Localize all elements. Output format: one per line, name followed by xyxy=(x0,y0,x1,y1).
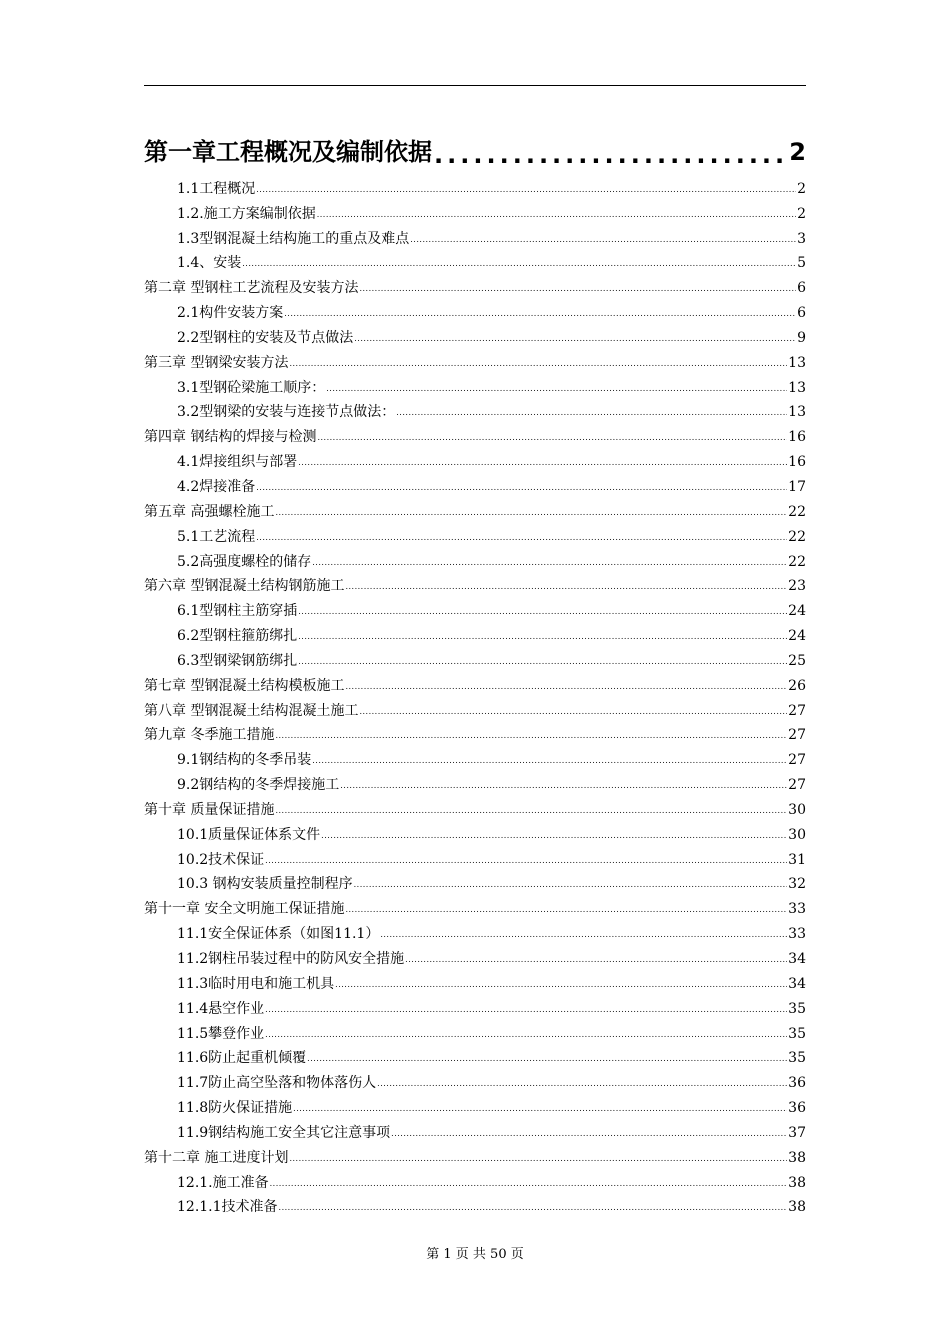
toc-dot-leader xyxy=(317,209,796,221)
toc-entry-title: 12.1.1技术准备 xyxy=(177,1199,278,1216)
toc-entry-title: 9.2钢结构的冬季焊接施工 xyxy=(177,777,340,794)
toc-dot-leader xyxy=(256,184,796,196)
toc-section-entry[interactable] xyxy=(144,199,806,224)
toc-chapter-entry[interactable] xyxy=(144,721,806,746)
toc-entry-title: 第七章 型钢混凝土结构模板施工 xyxy=(144,677,345,694)
toc-section-entry[interactable] xyxy=(144,298,806,323)
toc-entry-title: 第三章 型钢梁安装方法 xyxy=(144,354,289,371)
toc-entry-title: 4.1焊接组织与部署 xyxy=(177,454,298,471)
toc-chapter-entry[interactable] xyxy=(144,348,806,373)
toc-section-entry[interactable] xyxy=(144,969,806,994)
toc-dot-leader xyxy=(270,1178,788,1190)
toc-page-number: 27 xyxy=(788,727,806,744)
toc-entry-title: 10.1质量保证体系文件 xyxy=(177,826,321,843)
toc-title-text: 第一章工程概况及编制依据 xyxy=(144,138,432,166)
toc-section-entry[interactable] xyxy=(144,944,806,969)
toc-page-number: 27 xyxy=(788,702,806,719)
toc-dot-leader xyxy=(298,606,787,618)
toc-page-number: 3 xyxy=(797,230,806,247)
toc-chapter-entry[interactable] xyxy=(144,795,806,820)
toc-page-number: 36 xyxy=(788,1100,806,1117)
toc-section-entry[interactable] xyxy=(144,820,806,845)
toc-page-number: 2 xyxy=(797,205,806,222)
toc-entry-title: 11.4悬空作业 xyxy=(177,1000,265,1017)
toc-dot-leader xyxy=(242,258,796,270)
toc-dot-leader xyxy=(265,1029,787,1041)
toc-entry-title: 6.3型钢梁钢筋绑扎 xyxy=(177,652,298,669)
toc-page-number: 32 xyxy=(788,876,806,893)
toc-section-entry[interactable] xyxy=(144,919,806,944)
toc-chapter-entry[interactable] xyxy=(144,894,806,919)
toc-page-number: 34 xyxy=(788,975,806,992)
toc-entry-title: 10.2技术保证 xyxy=(177,851,265,868)
toc-section-entry[interactable] xyxy=(144,1068,806,1093)
toc-dot-leader xyxy=(359,706,787,718)
toc-dot-leader xyxy=(396,407,787,419)
toc-entry-title: 10.3 钢构安装质量控制程序 xyxy=(177,876,353,893)
toc-dot-leader xyxy=(345,581,787,593)
toc-section-entry[interactable] xyxy=(144,447,806,472)
toc-page-number: 22 xyxy=(788,503,806,520)
toc-entry-title: 12.1.施工准备 xyxy=(177,1174,269,1191)
toc-entry-title: 第十章 质量保证措施 xyxy=(144,801,275,818)
toc-dot-leader xyxy=(380,929,787,941)
toc-dot-leader xyxy=(289,358,787,370)
toc-page-number: 27 xyxy=(788,777,806,794)
toc-dot-leader xyxy=(317,432,787,444)
toc-entry-title: 第八章 型钢混凝土结构混凝土施工 xyxy=(144,702,359,719)
toc-section-entry[interactable] xyxy=(144,249,806,274)
toc-entry-title: 第二章 型钢柱工艺流程及安装方法 xyxy=(144,280,359,297)
toc-section-entry[interactable] xyxy=(144,472,806,497)
toc-entry-title: 11.5攀登作业 xyxy=(177,1025,265,1042)
toc-dot-leader xyxy=(284,308,796,320)
toc-entry-title: 1.2.施工方案编制依据 xyxy=(177,205,316,222)
toc-section-entry[interactable] xyxy=(144,398,806,423)
toc-dot-leader xyxy=(321,830,787,842)
toc-page-number: 31 xyxy=(788,851,806,868)
toc-dot-leader xyxy=(335,979,787,991)
toc-dot-leader xyxy=(256,482,787,494)
toc-dot-leader xyxy=(279,1202,788,1214)
toc-entry-title: 1.1工程概况 xyxy=(177,180,256,197)
toc-dot-leader xyxy=(345,681,787,693)
toc-section-entry[interactable] xyxy=(144,646,806,671)
toc-chapter-entry[interactable] xyxy=(144,422,806,447)
toc-page-number: 6 xyxy=(797,280,806,297)
toc-page-number: 38 xyxy=(788,1149,806,1166)
toc-dot-leader xyxy=(298,656,787,668)
toc-dot-leader xyxy=(289,1153,787,1165)
toc-section-entry[interactable] xyxy=(144,596,806,621)
toc-page-number: 37 xyxy=(788,1124,806,1141)
toc-page-number: 23 xyxy=(788,578,806,595)
toc-dot-leader xyxy=(377,1078,787,1090)
toc-entry-title: 3.2型钢梁的安装与连接节点做法： xyxy=(177,404,396,421)
toc-section-entry[interactable] xyxy=(144,770,806,795)
toc-dot-leader xyxy=(275,730,787,742)
toc-section-entry[interactable] xyxy=(144,522,806,547)
toc-chapter-entry[interactable] xyxy=(144,572,806,597)
toc-section-entry[interactable] xyxy=(144,174,806,199)
toc-page-number: 30 xyxy=(788,801,806,818)
toc-list xyxy=(144,174,806,1217)
toc-page-number: 35 xyxy=(788,1025,806,1042)
toc-entry-title: 1.4、安装 xyxy=(177,255,242,272)
toc-section-entry[interactable] xyxy=(144,1168,806,1193)
toc-chapter-entry[interactable] xyxy=(144,671,806,696)
toc-entry-title: 第十一章 安全文明施工保证措施 xyxy=(144,901,345,918)
toc-entry-title: 第四章 钢结构的焊接与检测 xyxy=(144,429,317,446)
toc-section-entry[interactable] xyxy=(144,845,806,870)
toc-entry-title: 4.2焊接准备 xyxy=(177,478,256,495)
toc-page-number: 9 xyxy=(797,329,806,346)
toc-section-entry[interactable] xyxy=(144,1019,806,1044)
toc-chapter-entry[interactable] xyxy=(144,1143,806,1168)
toc-dot-leader xyxy=(340,780,787,792)
toc-dot-leader xyxy=(265,855,787,867)
toc-dot-leader xyxy=(307,1053,787,1065)
toc-title-entry[interactable] xyxy=(144,134,806,170)
toc-section-entry[interactable] xyxy=(144,1193,806,1218)
toc-chapter-entry[interactable] xyxy=(144,497,806,522)
toc-dot-leader xyxy=(298,457,787,469)
toc-section-entry[interactable] xyxy=(144,621,806,646)
toc-page-number: 5 xyxy=(797,255,806,272)
toc-page-number: 38 xyxy=(788,1199,806,1216)
page-footer: 第 1 页 共 50 页 xyxy=(426,1247,524,1262)
toc-section-entry[interactable] xyxy=(144,224,806,249)
toc-entry-title: 11.6防止起重机倾覆 xyxy=(177,1050,307,1067)
toc-dot-leader xyxy=(293,1103,787,1115)
toc-dot-leader xyxy=(326,383,787,395)
toc-dot-leader xyxy=(391,1128,787,1140)
toc-entry-title: 9.1钢结构的冬季吊装 xyxy=(177,752,312,769)
toc-entry-title: 6.2型钢柱箍筋绑扎 xyxy=(177,628,298,645)
toc-title-leader xyxy=(434,140,787,170)
toc-dot-leader xyxy=(405,954,787,966)
toc-dot-leader xyxy=(345,904,787,916)
toc-dot-leader xyxy=(256,532,787,544)
toc-entry-title: 11.1安全保证体系（如图11.1） xyxy=(177,926,380,943)
toc-chapter-entry[interactable] xyxy=(144,696,806,721)
toc-page-number: 35 xyxy=(788,1050,806,1067)
toc-page-number: 6 xyxy=(797,305,806,322)
toc-page-number: 13 xyxy=(788,354,806,371)
toc-entry-title: 5.1工艺流程 xyxy=(177,528,256,545)
toc-entry-title: 1.3型钢混凝土结构施工的重点及难点 xyxy=(177,230,410,247)
toc-dot-leader xyxy=(354,333,796,345)
toc-section-entry[interactable] xyxy=(144,994,806,1019)
toc-entry-title: 2.2型钢柱的安装及节点做法 xyxy=(177,329,354,346)
toc-dot-leader xyxy=(265,1004,787,1016)
toc-section-entry[interactable] xyxy=(144,870,806,895)
toc-dot-leader xyxy=(354,879,788,891)
toc-page-number: 33 xyxy=(788,926,806,943)
toc-chapter-entry[interactable] xyxy=(144,273,806,298)
toc-title-page: 2 xyxy=(789,138,806,166)
toc-entry-title: 11.9钢结构施工安全其它注意事项 xyxy=(177,1124,391,1141)
toc-section-entry[interactable] xyxy=(144,323,806,348)
toc-entry-title: 11.7防止高空坠落和物体落伤人 xyxy=(177,1075,377,1092)
toc-page-number: 30 xyxy=(788,826,806,843)
toc-page-number: 34 xyxy=(788,951,806,967)
toc-entry-title: 3.1型钢砼梁施工顺序： xyxy=(177,379,326,396)
toc-page-number: 27 xyxy=(788,752,806,769)
toc-section-entry[interactable] xyxy=(144,1118,806,1143)
toc-page-number: 13 xyxy=(788,379,806,396)
toc-page-number: 24 xyxy=(788,603,806,620)
toc-entry-title: 11.2钢柱吊装过程中的防风安全措施 xyxy=(177,951,405,967)
toc-dot-leader xyxy=(312,557,787,569)
toc-entry-title: 第九章 冬季施工措施 xyxy=(144,727,275,744)
toc-page-number: 13 xyxy=(788,404,806,421)
toc-page-number: 17 xyxy=(788,478,806,495)
toc-dot-leader xyxy=(275,805,787,817)
toc-page-number: 25 xyxy=(788,652,806,669)
toc-entry-title: 11.8防火保证措施 xyxy=(177,1100,293,1117)
toc-page-number: 33 xyxy=(788,901,806,918)
toc-section-entry[interactable] xyxy=(144,1044,806,1069)
toc-page-number: 26 xyxy=(788,677,806,694)
toc-page-number: 38 xyxy=(788,1174,806,1191)
toc-page-number: 36 xyxy=(788,1075,806,1092)
toc-entry-title: 6.1型钢柱主筋穿插 xyxy=(177,603,298,620)
toc-page-number: 16 xyxy=(788,454,806,471)
toc-entry-title: 2.1构件安装方案 xyxy=(177,305,284,322)
toc-page-number: 22 xyxy=(788,528,806,545)
toc-entry-title: 11.3临时用电和施工机具 xyxy=(177,975,335,992)
toc-page-number: 22 xyxy=(788,553,806,570)
toc-page-number: 16 xyxy=(788,429,806,446)
toc-entry-title: 5.2高强度螺栓的储存 xyxy=(177,553,312,570)
header-rule xyxy=(144,85,806,86)
toc-entry-title: 第五章 高强螺栓施工 xyxy=(144,503,275,520)
toc-dot-leader xyxy=(298,631,787,643)
toc-section-entry[interactable] xyxy=(144,745,806,770)
toc-entry-title: 第六章 型钢混凝土结构钢筋施工 xyxy=(144,578,345,595)
toc-entry-title: 第十二章 施工进度计划 xyxy=(144,1149,289,1166)
toc-page-number: 2 xyxy=(797,180,806,197)
toc-page-number: 35 xyxy=(788,1000,806,1017)
toc-section-entry[interactable] xyxy=(144,1093,806,1118)
toc-dot-leader xyxy=(312,755,787,767)
toc-section-entry[interactable] xyxy=(144,547,806,572)
toc-dot-leader xyxy=(359,283,796,295)
toc-dot-leader xyxy=(275,507,787,519)
toc-page-number: 24 xyxy=(788,628,806,645)
toc-dot-leader xyxy=(410,234,796,246)
toc-section-entry[interactable] xyxy=(144,373,806,398)
